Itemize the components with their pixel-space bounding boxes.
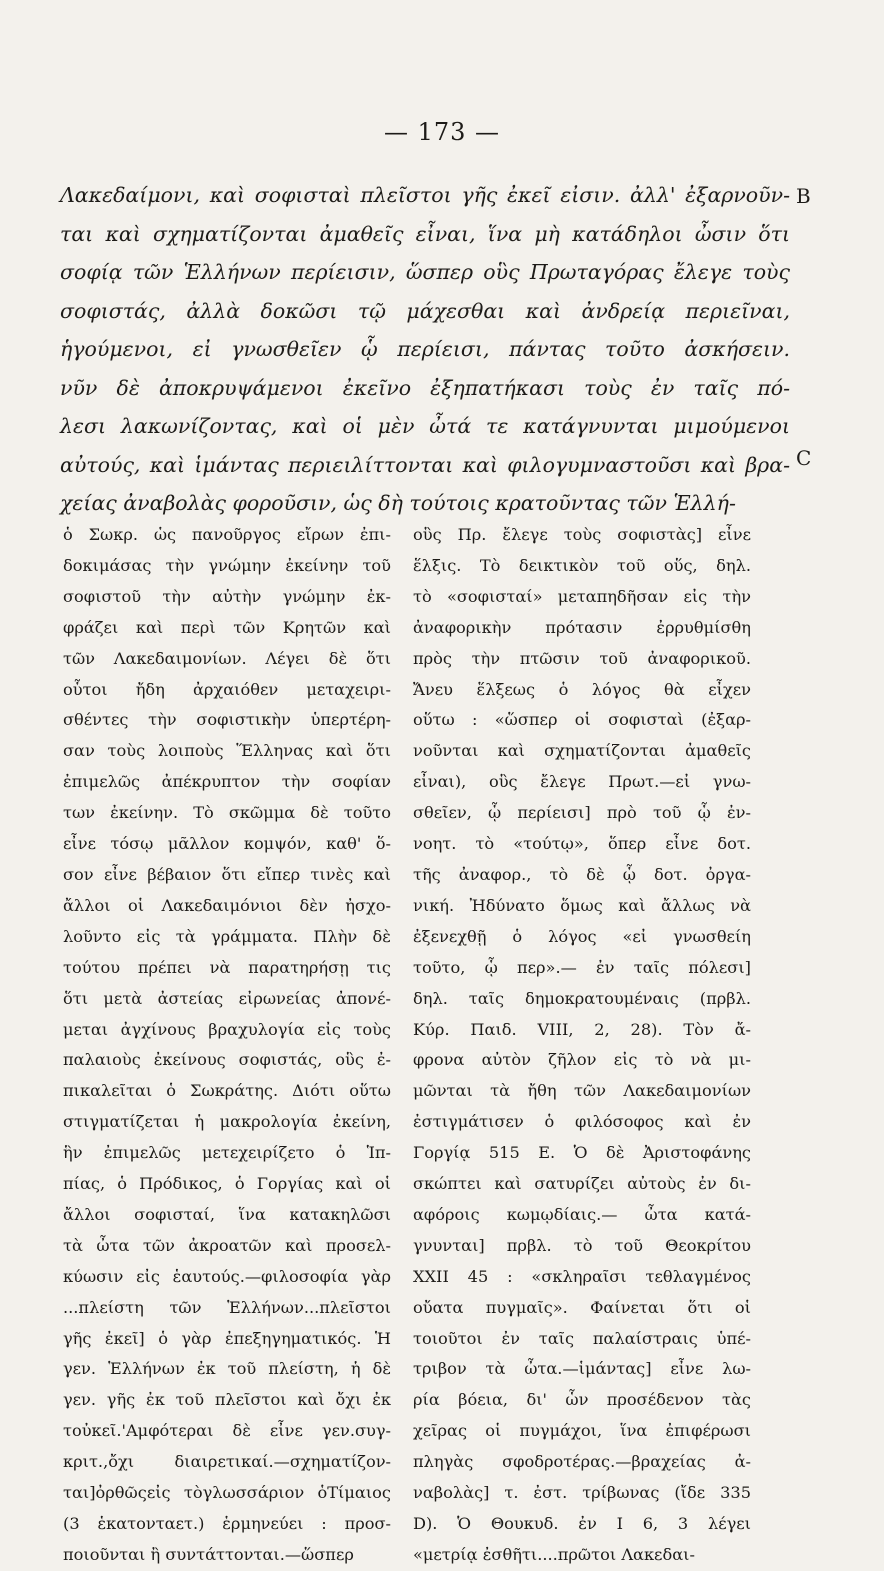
commentary-line: ἐξενεχθῇ ὁ λόγος «εἰ γνωσθείη bbox=[413, 926, 751, 946]
commentary-line: ἀναφορικὴν πρότασιν ἐρρυθμίσθη bbox=[413, 617, 751, 637]
commentary-line: τὸ «σοφισταί» μεταπηδῆσαν εἰς τὴν bbox=[413, 586, 751, 606]
main-text-line: σοφίᾳ τῶν Ἑλλήνων περίεισιν, ὥσπερ οὓς Πρωταγόρας ἔλεγε τοὺς bbox=[60, 260, 790, 284]
commentary-line: μῶνται τὰ ἤθη τῶν Λακεδαιμονίων bbox=[413, 1081, 751, 1101]
main-text-line: ται καὶ σχηματίζονται ἀμαθεῖς εἶναι, ἵνα μὴ κατάδηλοι ὦσιν ὅτι bbox=[60, 221, 790, 246]
main-text-line: λεσι λακωνίζοντας, καὶ οἱ μὲν ὦτά τε κατάγνυνται μιμούμενοι bbox=[60, 414, 790, 438]
commentary-line: ὅτι μετὰ ἀστείας εἰρωνείας ἀπονέ- bbox=[63, 988, 391, 1008]
commentary-line: ποιοῦνται ἢ συντάττονται.—ὥσπερ bbox=[63, 1544, 354, 1564]
commentary-line: τῶν Λακεδαιμονίων. Λέγει δὲ ὅτι bbox=[63, 648, 391, 668]
commentary-line: κριτ.,ὄχι διαιρετικαί.—σχηματίζον- bbox=[63, 1452, 391, 1472]
commentary-line: δηλ. ταῖς δημοκρατουμέναις (πρβλ. bbox=[413, 988, 751, 1008]
commentary-line: ἐπιμελῶς ἀπέκρυπτον τὴν σοφίαν bbox=[63, 772, 391, 792]
commentary-line: σκώπτει καὶ σατυρίζει αὐτοὺς ἐν δι- bbox=[413, 1174, 751, 1194]
commentary-line: ὁ Σωκρ. ὡς πανοῦργος εἴρων ἐπι- bbox=[63, 525, 391, 544]
commentary-line: πληγὰς σφοδροτέρας.—βραχείας ἀ- bbox=[413, 1452, 751, 1472]
commentary-line: σοφιστοῦ τὴν αὐτὴν γνώμην ἐκ- bbox=[63, 586, 391, 606]
commentary-line: παλαιοὺς ἐκείνους σοφιστάς, οὓς ἐ- bbox=[63, 1050, 391, 1070]
commentary-line: Κύρ. Παιδ. VIII, 2, 28). Τὸν ἄ- bbox=[413, 1019, 751, 1039]
commentary-line: φρονα αὐτὸν ζῆλον εἰς τὸ νὰ μι- bbox=[413, 1050, 751, 1070]
commentary-line: γῆς ἐκεῖ] ὁ γὰρ ἐπεξηγηματικός. Ἡ bbox=[63, 1328, 391, 1348]
commentary-line: νοῦνται καὶ σχηματίζονται ἀμαθεῖς bbox=[413, 741, 751, 761]
commentary-line: ἐστιγμάτισεν ὁ φιλόσοφος καὶ ἐν bbox=[413, 1112, 751, 1132]
commentary-line: ἄλλοι οἱ Λακεδαιμόνιοι δὲν ἠσχο- bbox=[63, 895, 391, 915]
main-text bbox=[60, 176, 790, 523]
commentary-line: δοκιμάσας τὴν γνώμην ἐκείνην τοῦ bbox=[63, 555, 391, 575]
margin-marker-b: B bbox=[796, 184, 811, 208]
commentary-line: αφόροις κωμῳδίαις.— ὦτα κατά- bbox=[413, 1204, 751, 1224]
commentary-line: χεῖρας οἱ πυγμάχοι, ἵνα ἐπιφέρωσι bbox=[413, 1421, 751, 1441]
commentary-left-column bbox=[63, 520, 391, 1571]
main-text-line: χείας ἀναβολὰς φοροῦσιν, ὡς δὴ τούτοις κρατοῦντας τῶν Ἑλλή- bbox=[60, 491, 736, 515]
commentary-line: Γοργίᾳ 515 Ε. Ὁ δὲ Ἀριστοφάνης bbox=[413, 1143, 751, 1163]
main-text-line: Λακεδαίμονι, καὶ σοφισταὶ πλεῖστοι γῆς ἐκεῖ εἰσιν. ἀλλ' ἐξαρνοῦν- bbox=[60, 183, 790, 207]
commentary-line: πρὸς τὴν πτῶσιν τοῦ ἀναφορικοῦ. bbox=[413, 648, 751, 668]
commentary-line: τοιοῦτοι ἐν ταῖς παλαίστραις ὑπέ- bbox=[413, 1328, 751, 1348]
commentary-line: τοὐκεῖ.'Αμφότεραι δὲ εἶνε γεν.συγ- bbox=[63, 1421, 391, 1441]
commentary-line: οὓς Πρ. ἔλεγε τοὺς σοφιστὰς] εἶνε bbox=[413, 525, 751, 544]
main-text-line: σοφιστάς, ἀλλὰ δοκῶσι τῷ μάχεσθαι καὶ ἀνδρείᾳ περιεῖναι, bbox=[60, 298, 790, 323]
commentary-line: στιγματίζεται ἡ μακρολογία ἐκείνη, bbox=[63, 1112, 391, 1132]
commentary-line: τοῦτο, ᾧ περ».— ἐν ταῖς πόλεσι] bbox=[413, 957, 751, 977]
commentary-line: τούτου πρέπει νὰ παρατηρήσῃ τις bbox=[63, 957, 391, 977]
commentary-line: ἣν ἐπιμελῶς μετεχειρίζετο ὁ Ἱπ- bbox=[63, 1143, 391, 1163]
commentary-line: νική. Ἠδύνατο ὅμως καὶ ἄλλως νὰ bbox=[413, 895, 751, 915]
commentary-line: «μετρίᾳ ἐσθῆτι....πρῶτοι Λακεδαι- bbox=[413, 1544, 695, 1564]
margin-marker-c: C bbox=[796, 446, 812, 470]
commentary-line: ...πλείστη τῶν Ἑλλήνων...πλεῖστοι bbox=[63, 1297, 391, 1317]
commentary-right-column bbox=[413, 520, 751, 1571]
commentary-line: ναβολὰς] τ. ἐστ. τρίβωνας (ἴδε 335 bbox=[413, 1483, 751, 1503]
commentary-line: XXII 45 : «σκληραῖσι τεθλαγμένος bbox=[413, 1266, 751, 1286]
main-text-line: ἡγούμενοι, εἰ γνωσθεῖεν ᾧ περίεισι, πάντας τοῦτο ἀσκήσειν. bbox=[60, 337, 790, 361]
main-text-line: αὐτούς, καὶ ἱμάντας περιειλίττονται καὶ φιλογυμναστοῦσι καὶ βρα- bbox=[60, 452, 790, 477]
commentary-line: οὔατα πυγμαῖς». Φαίνεται ὅτι οἱ bbox=[413, 1297, 751, 1317]
commentary-line: D). Ὁ Θουκυδ. ἐν Ι 6, 3 λέγει bbox=[413, 1514, 751, 1533]
commentary-line: τῆς ἀναφορ., τὸ δὲ ᾧ δοτ. ὀργα- bbox=[413, 864, 751, 884]
commentary-line: γεν. Ἑλλήνων ἐκ τοῦ πλείστη, ἡ δὲ bbox=[63, 1359, 391, 1379]
commentary-line: ρία βόεια, δι' ὧν προσέδενον τὰς bbox=[413, 1390, 751, 1410]
commentary-line: Ἄνευ ἕλξεως ὁ λόγος θὰ εἶχεν bbox=[413, 679, 751, 699]
page-number: — 173 — bbox=[383, 118, 501, 146]
commentary-line: ἄλλοι σοφισταί, ἵνα κατακηλῶσι bbox=[63, 1204, 391, 1224]
commentary-line: εἶνε τόσῳ μᾶλλον κομψόν, καθ' ὅ- bbox=[63, 834, 391, 854]
commentary-line: ἕλξις. Τὸ δεικτικὸν τοῦ οὕς, δηλ. bbox=[413, 555, 751, 575]
commentary-line: τὰ ὦτα τῶν ἀκροατῶν καὶ προσελ- bbox=[63, 1235, 391, 1255]
commentary-line: εἶναι), οὓς ἔλεγε Πρωτ.—εἰ γνω- bbox=[413, 772, 751, 792]
commentary-line: νοητ. τὸ «τούτῳ», ὅπερ εἶνε δοτ. bbox=[413, 834, 751, 854]
commentary-line: γεν. γῆς ἐκ τοῦ πλεῖστοι καὶ ὄχι ἐκ bbox=[63, 1390, 391, 1410]
commentary-line: των ἐκείνην. Τὸ σκῶμμα δὲ τοῦτο bbox=[63, 803, 391, 823]
commentary-line: (3 ἑκατονταετ.) ἑρμηνεύει : προσ- bbox=[63, 1514, 391, 1533]
commentary-line: σον εἶνε βέβαιον ὅτι εἴπερ τινὲς καὶ bbox=[63, 864, 391, 884]
commentary-line: λοῦντο εἰς τὰ γράμματα. Πλὴν δὲ bbox=[63, 926, 391, 946]
main-text-line: νῦν δὲ ἀποκρυψάμενοι ἐκεῖνο ἐξηπατήκασι τοὺς ἐν ταῖς πό- bbox=[60, 375, 790, 400]
commentary-line: μεται ἀγχίνους βραχυλογία εἰς τοὺς bbox=[63, 1019, 391, 1039]
commentary-line: πικαλεῖται ὁ Σωκράτης. Διότι οὕτω bbox=[63, 1081, 391, 1101]
commentary-line: σθέντες τὴν σοφιστικὴν ὑπερτέρη- bbox=[63, 710, 391, 730]
commentary-line: κύωσιν εἰς ἑαυτούς.—φιλοσοφία γὰρ bbox=[63, 1266, 391, 1286]
commentary-line: φράζει καὶ περὶ τῶν Κρητῶν καὶ bbox=[63, 617, 391, 637]
commentary-line: γνυνται] πρβλ. τὸ τοῦ Θεοκρίτου bbox=[413, 1235, 751, 1255]
commentary-line: οὕτω : «ὥσπερ οἱ σοφισταὶ (ἐξαρ- bbox=[413, 710, 751, 730]
commentary-line: οὗτοι ἤδη ἀρχαιόθεν μεταχειρι- bbox=[63, 679, 391, 699]
commentary-line: σαν τοὺς λοιποὺς Ἕλληνας καὶ ὅτι bbox=[63, 741, 391, 761]
commentary-line: πίας, ὁ Πρόδικος, ὁ Γοργίας καὶ οἱ bbox=[63, 1174, 391, 1194]
commentary-line: ται]ὀρθῶςεἰς τὸγλωσσάριον ὁΤίμαιος bbox=[63, 1483, 391, 1503]
commentary-line: σθεῖεν, ᾧ περίεισι] πρὸ τοῦ ᾧ ἐν- bbox=[413, 803, 751, 823]
commentary-line: τριβον τὰ ὦτα.—ἱμάντας] εἶνε λω- bbox=[413, 1359, 751, 1379]
